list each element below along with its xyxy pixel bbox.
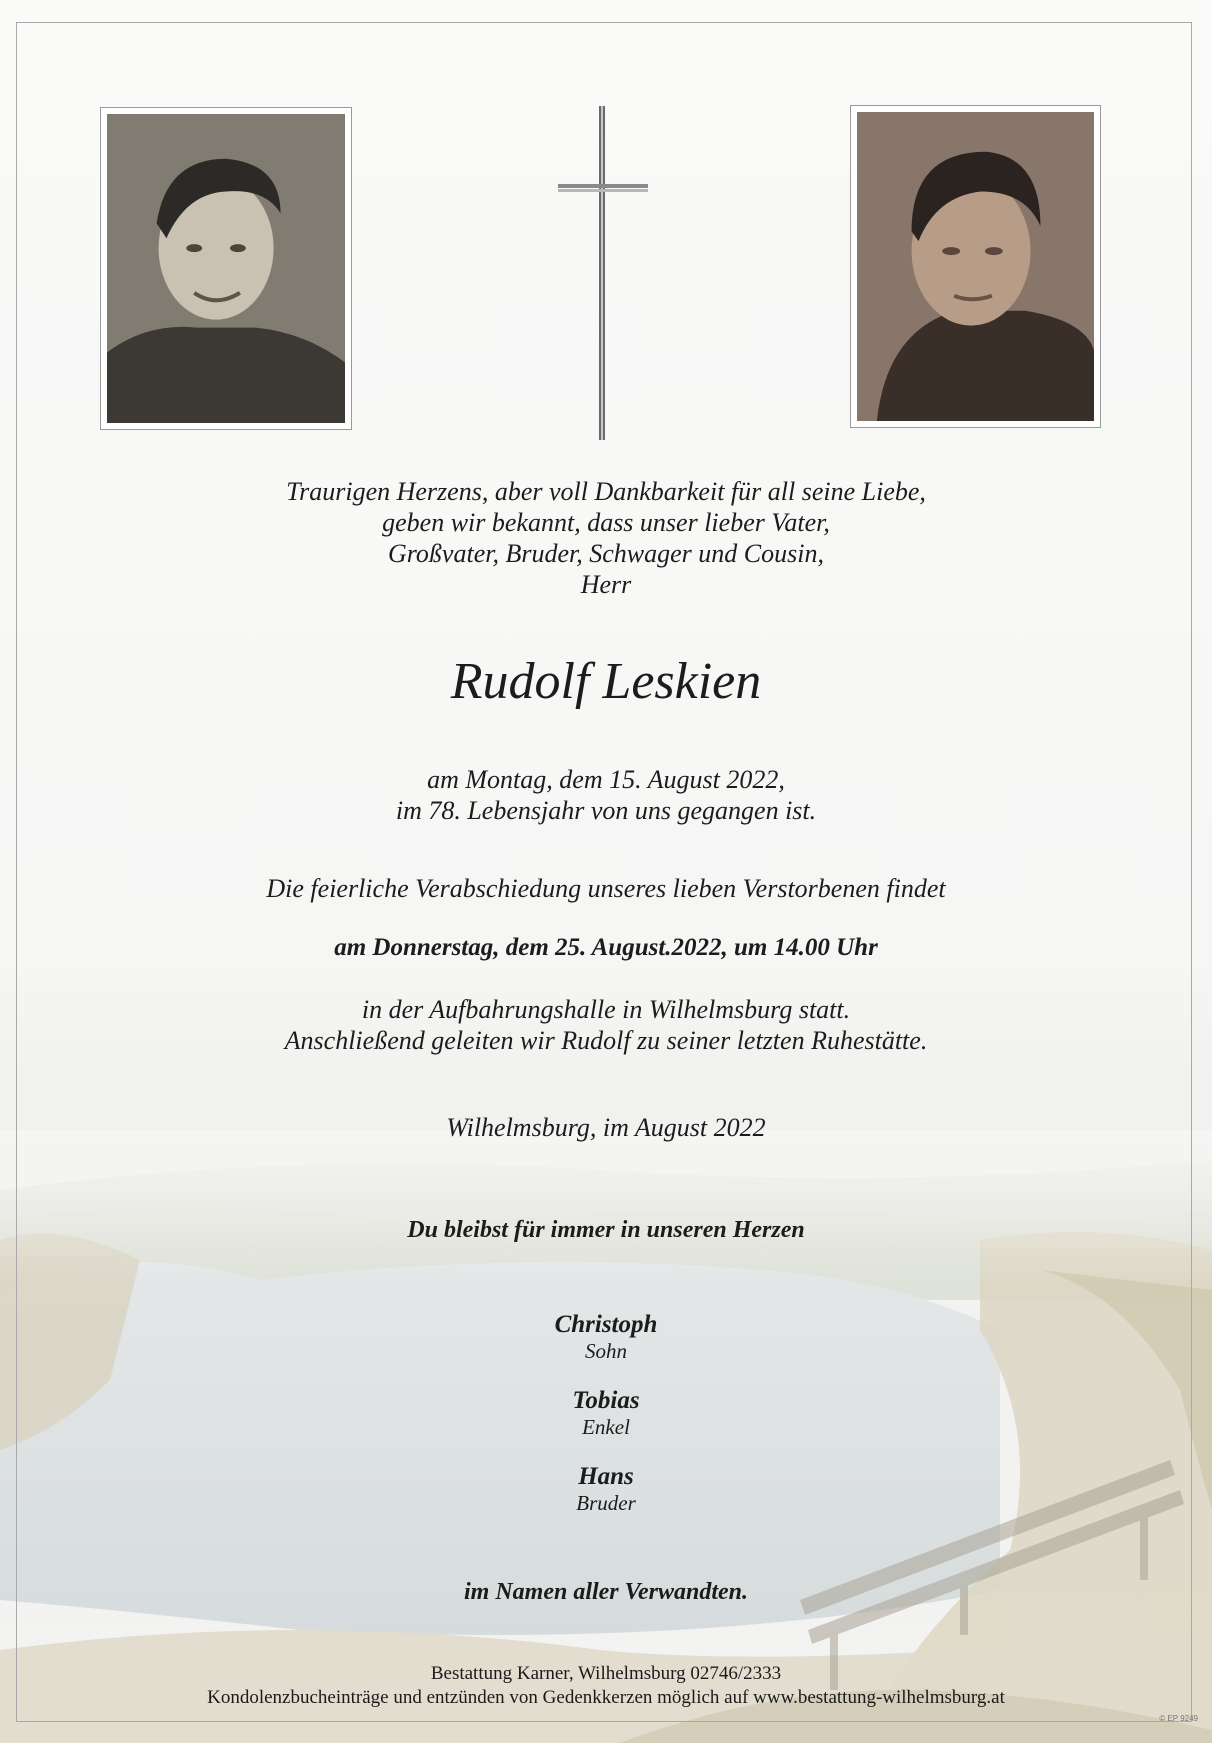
ceremony-intro: Die feierliche Verabschiedung unseres lieben Verstorbenen findet [266,874,946,903]
mourner-relation: Sohn [585,1339,627,1363]
intro-line: Traurigen Herzens, aber voll Dankbarkeit für all seine Liebe, [286,477,926,506]
mourner-relation: Bruder [576,1491,636,1515]
portrait-photo-adult [850,105,1101,428]
mourner-item [0,1310,1212,1364]
footer-condolence-info: Kondolenzbucheinträge und entzünden von Gedenkkerzen möglich auf www.bestattung-wilhelmsburg.at [207,1687,1005,1708]
place-date: Wilhelmsburg, im August 2022 [446,1113,766,1142]
print-code: © EP 9249 [1159,1714,1198,1723]
mourner-name: Christoph [554,1311,658,1338]
footer [0,1662,1212,1710]
ceremony-place-line: Anschließend geleiten wir Rudolf zu seiner letzten Ruhestätte. [284,1026,928,1055]
mourner-item [0,1462,1212,1516]
intro-line: Großvater, Bruder, Schwager und Cousin, [388,539,824,568]
announcement-intro [0,476,1212,600]
family-line: im Namen aller Verwandten. [463,1579,749,1605]
intro-line: geben wir bekannt, dass unser lieber Vater, [382,508,830,537]
ceremony-date: am Donnerstag, dem 25. August.2022, um 14.00 Uhr [334,934,878,961]
ceremony-place [0,994,1212,1056]
death-info-line: am Montag, dem 15. August 2022, [427,765,785,794]
death-info [0,764,1212,826]
mourner-name: Tobias [572,1387,640,1414]
intro-line: Herr [580,570,632,599]
mourner-relation: Enkel [582,1415,630,1439]
ceremony-place-line: in der Aufbahrungshalle in Wilhelmsburg statt. [361,995,851,1024]
cross-icon [556,106,652,440]
death-info-line: im 78. Lebensjahr von uns gegangen ist. [395,796,817,825]
motto: Du bleibst für immer in unseren Herzen [407,1217,805,1243]
portrait-photo-young [100,107,352,430]
mourner-item [0,1386,1212,1440]
mourners-list [0,1310,1212,1538]
deceased-name: Rudolf Leskien [450,653,762,710]
footer-funeral-home: Bestattung Karner, Wilhelmsburg 02746/2333 [430,1663,782,1684]
mourner-name: Hans [578,1463,634,1490]
